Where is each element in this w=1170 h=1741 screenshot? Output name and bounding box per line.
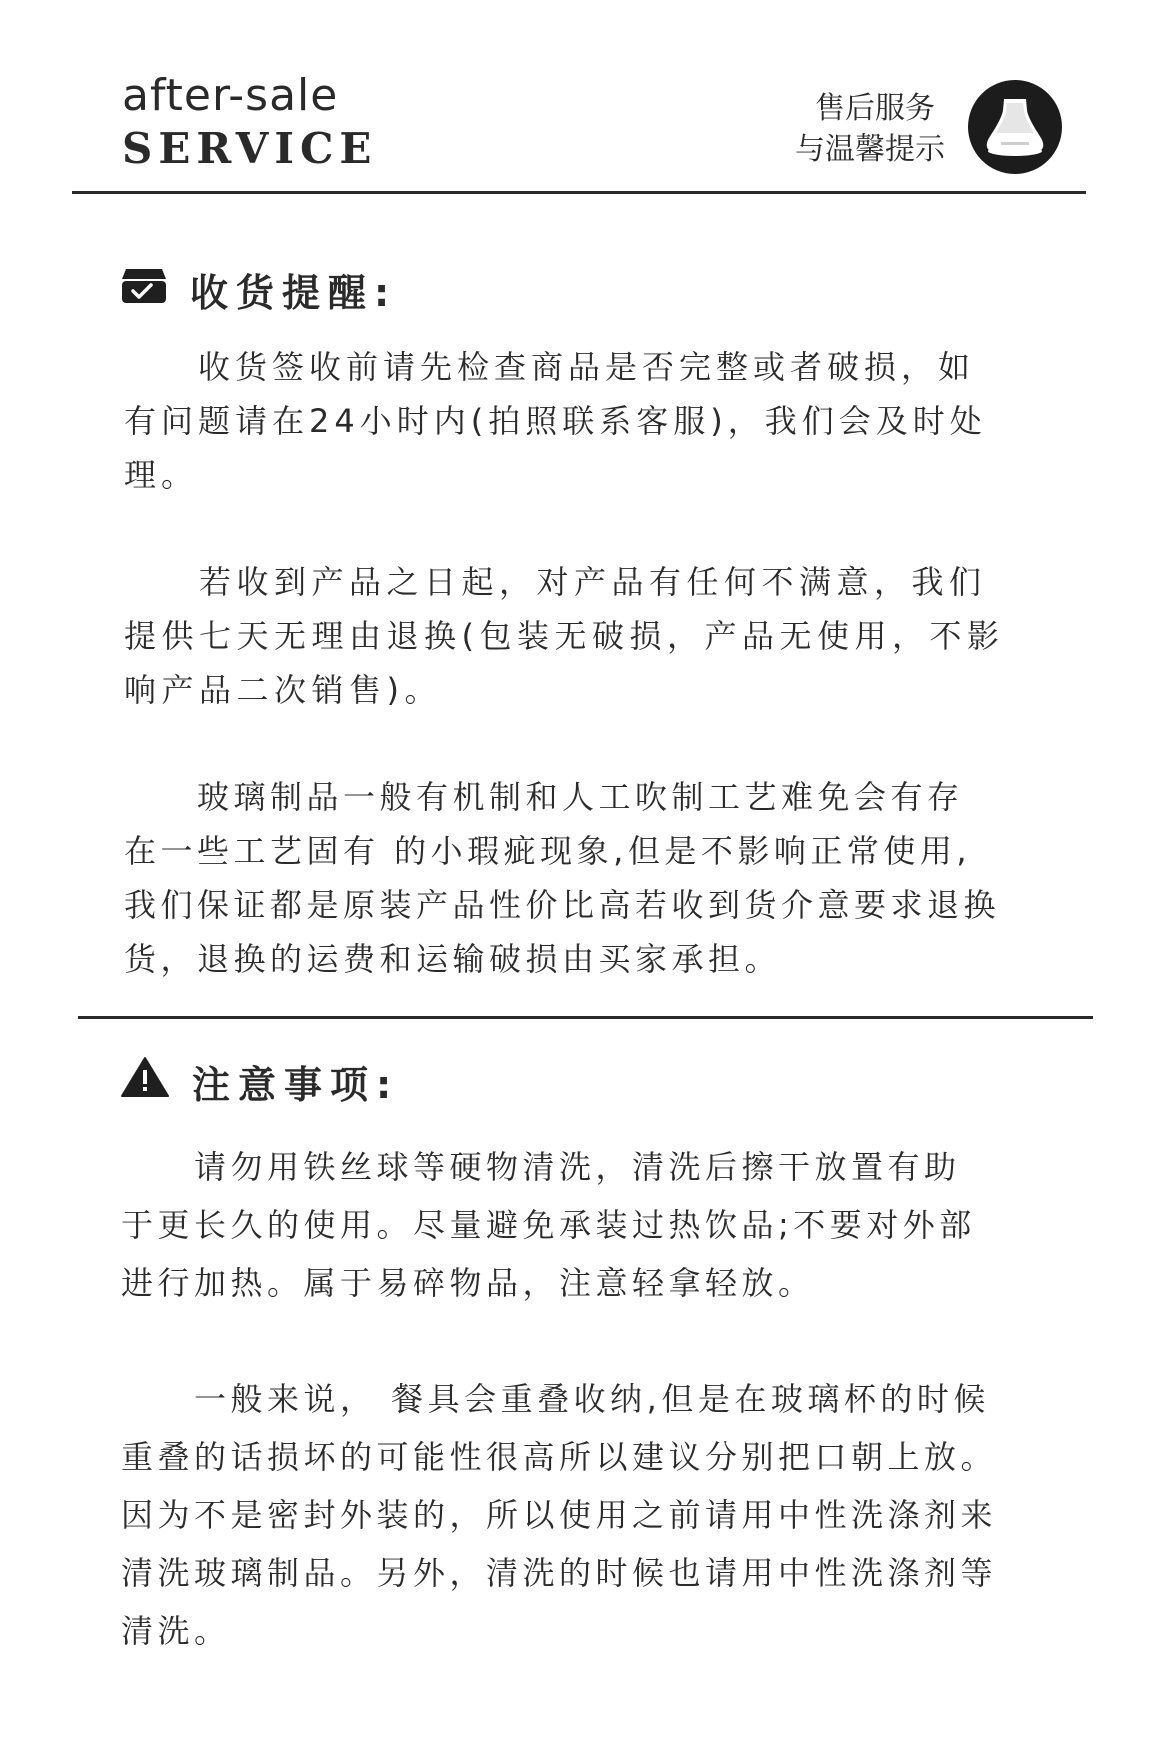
notice-paragraph-cleaning: 请勿用铁丝球等硬物清洗，清洗后擦干放置有助 于更长久的使用。尽量避免承装过热饮品;不要对外部 进行加热。属于易碎物品，注意轻拿轻放。 [121,1148,976,1302]
header-title-cn [795,88,945,170]
header-title-en-top: after-sale [122,70,339,121]
section-heading-notice-text: 注意事项: [192,1063,400,1107]
receiving-paragraph-glass-defects: 玻璃制品一般有机制和人工吹制工艺难免会有存 在一些工艺固有 的小瑕疵现象,但是不影响正常使用, 我们保证都是原装产品性价比高若收到货介意要求退换 货，退换的运费和运输破损由买家承担。 [124,778,1001,978]
warning-triangle-icon [120,1056,170,1107]
notice-paragraph-storage: 一般来说， 餐具会重叠收纳,但是在玻璃杯的时候 重叠的话损坏的可能性很高所以建议分别把口朝上放。 因为不是密封外装的，所以使用之前请用中性洗涤剂来 清洗玻璃制品。另外，清洗的时候也请用中性洗涤剂等 清洗。 [121,1380,998,1650]
glass-cup-icon [968,80,1062,174]
delivery-box-check-icon [120,265,168,314]
receiving-paragraph-inspect: 收货签收前请先检查商品是否完整或者破损，如 有问题请在24小时内(拍照联系客服)，我们会及时处 理。 [124,348,987,494]
header-divider [72,191,1086,194]
header-title-cn-line2: 与温馨提示 [795,132,945,167]
header-title-cn-line1: 售后服务 [815,91,935,126]
section-heading-notice [120,1054,399,1109]
section-heading-receiving [120,262,397,317]
header-title-en-bottom: SERVICE [122,124,378,173]
section-divider [78,1016,1093,1019]
receiving-paragraph-return-policy: 若收到产品之日起，对产品有任何不满意，我们 提供七天无理由退换(包装无破损，产品无使用，不影 响产品二次销售)。 [124,563,1005,709]
section-heading-receiving-text: 收货提醒: [190,271,398,315]
